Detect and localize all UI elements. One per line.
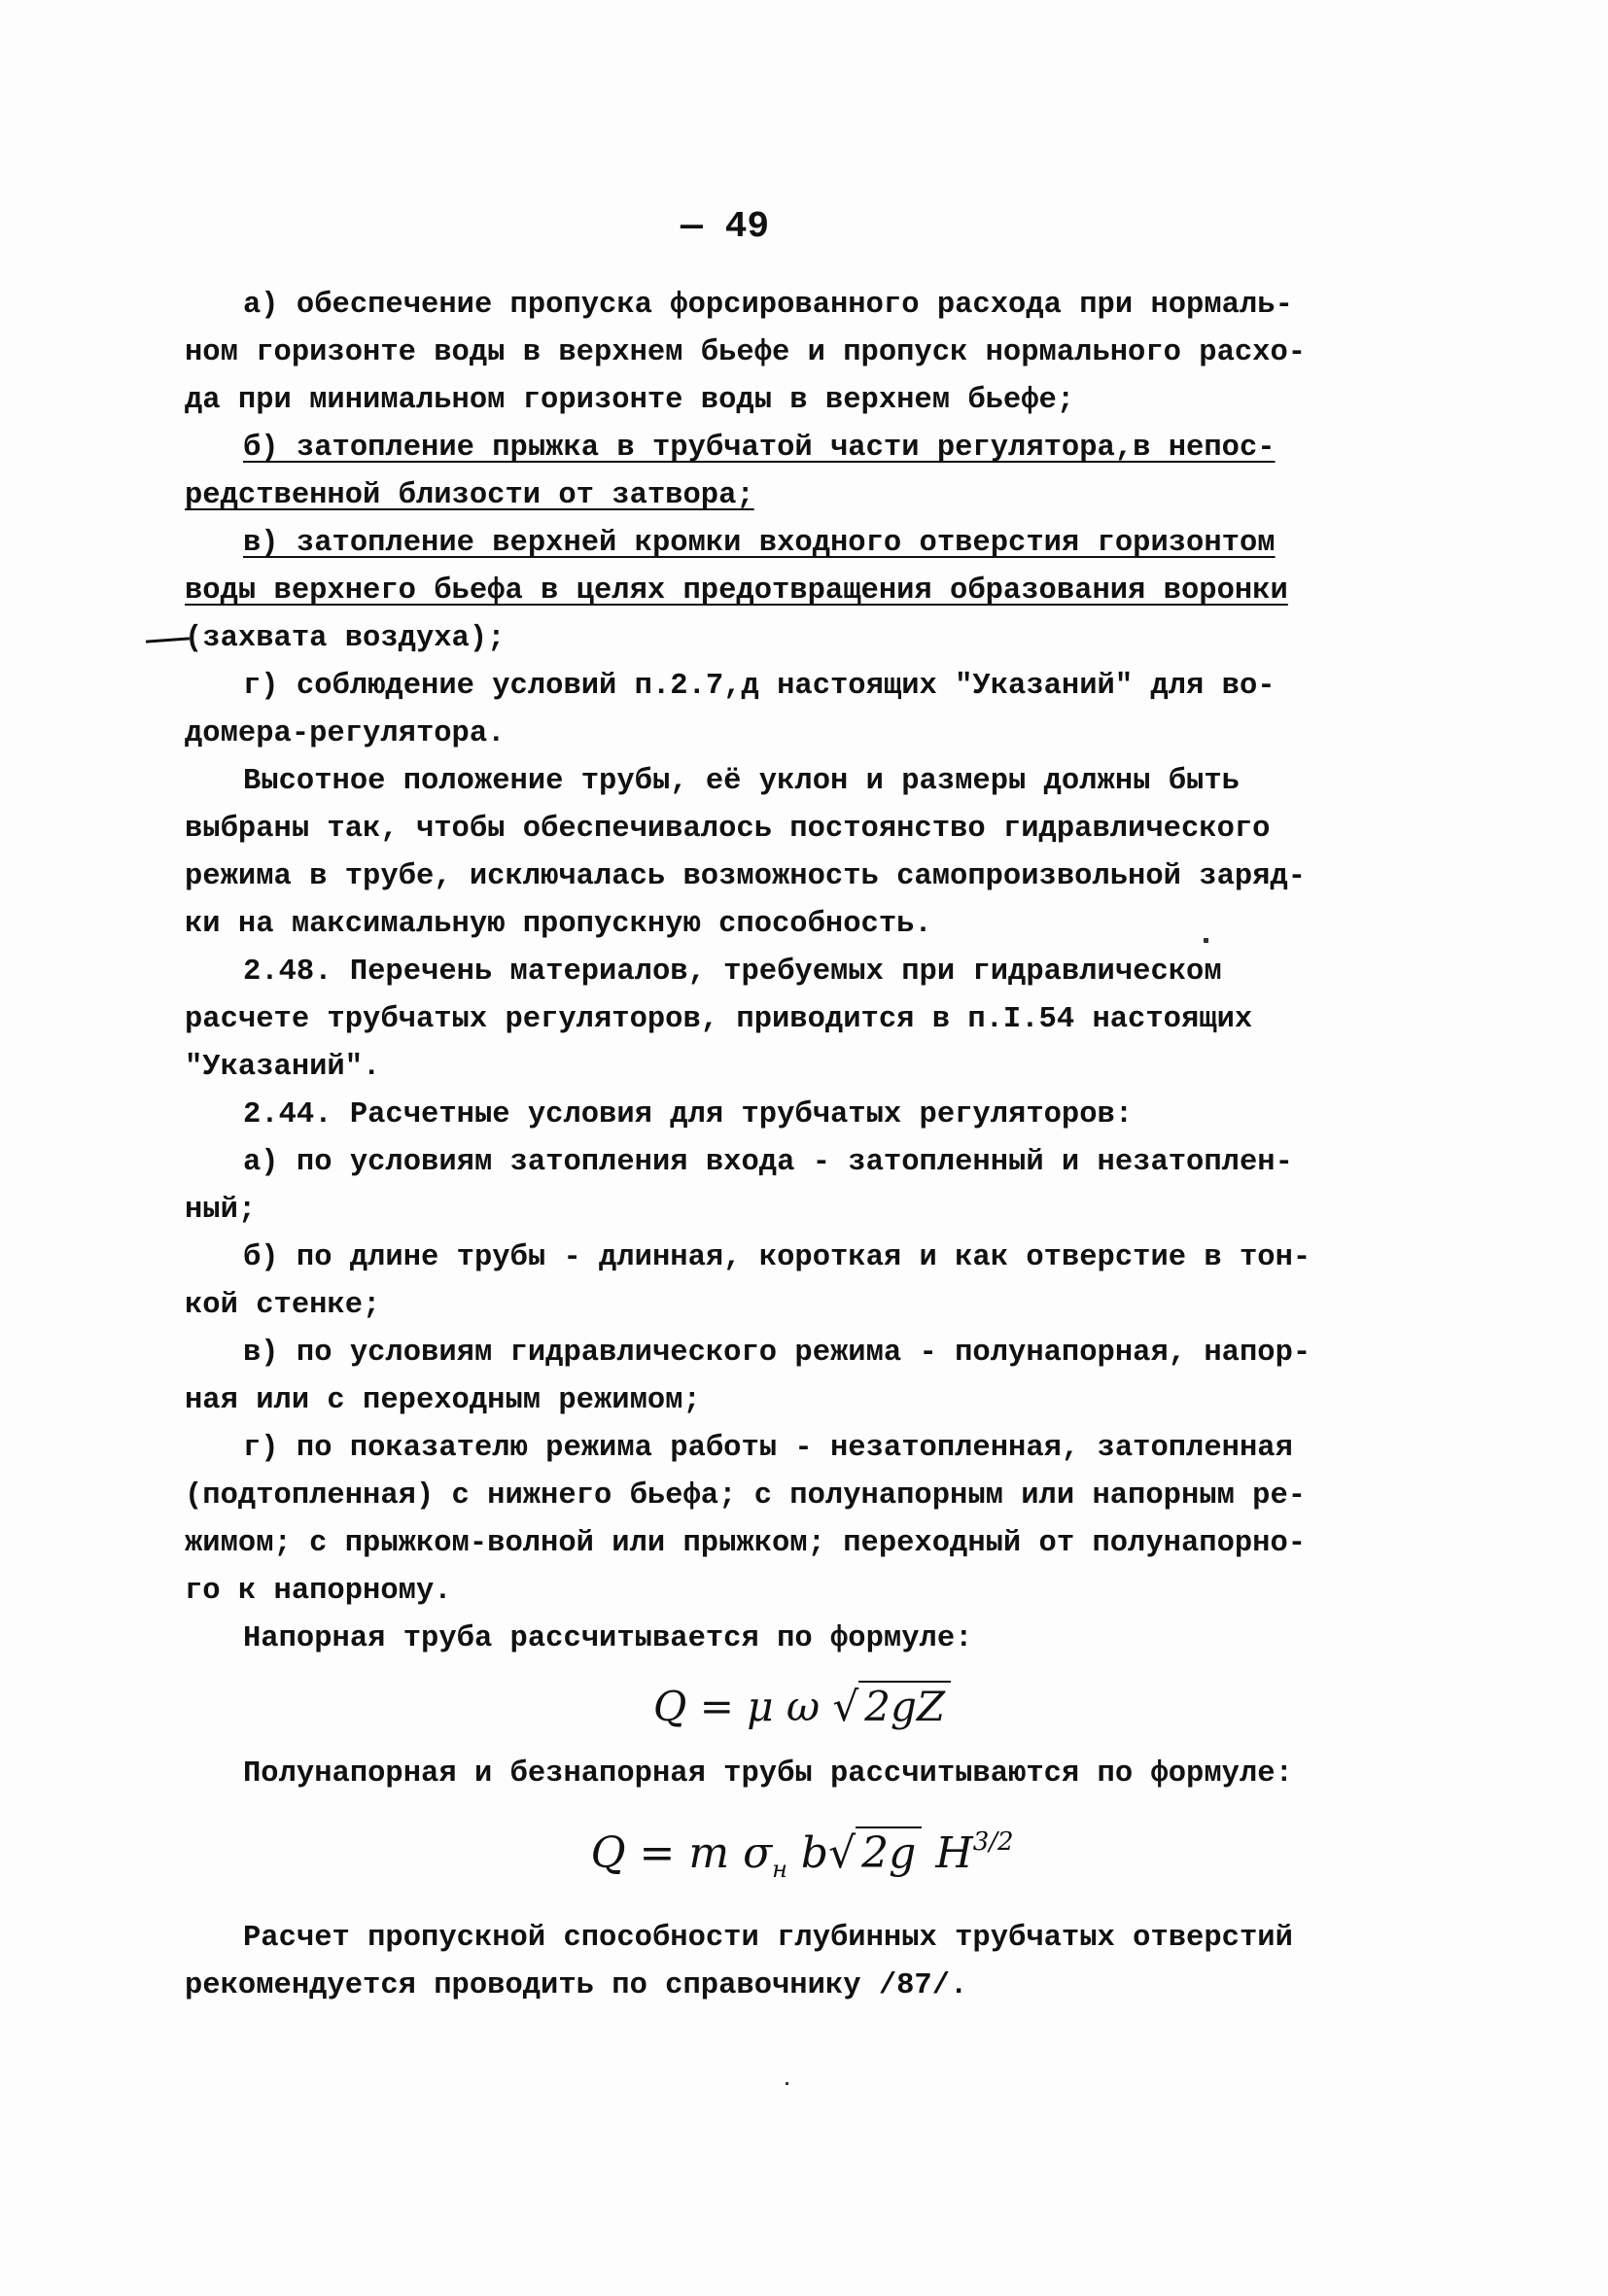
underlined-line: редственной близости от затвора; — [185, 479, 754, 512]
sqrt-symbol: √ — [828, 1828, 856, 1878]
text-line: ная или с переходным режимом; — [185, 1384, 701, 1417]
formula-semi-pressure-pipe — [185, 1798, 1419, 1886]
document-body — [185, 282, 1419, 2010]
text-line: жимом; с прыжком-волной или прыжком; переходный от полунапорно- — [185, 1527, 1307, 1560]
text-line: домера-регулятора. — [185, 717, 506, 750]
text-line: Напорная труба рассчитывается по формуле: — [243, 1622, 973, 1655]
text-line: выбраны так, чтобы обеспечивалось постоянство гидравлического — [185, 813, 1271, 846]
text-line: Расчет пропускной способности глубинных трубчатых отверстий — [243, 1922, 1293, 1955]
formula-radicand: 2g — [856, 1826, 922, 1878]
formula-exponent: 3/2 — [972, 1827, 1014, 1857]
text-line: 2.48. Перечень материалов, требуемых при гидравлическом — [243, 956, 1222, 989]
text-line: а) обеспечение пропуска форсированного расхода при нормаль- — [243, 289, 1293, 322]
section-heading: 2.44. Расчетные условия для трубчатых регуляторов: — [243, 1098, 1134, 1131]
formula-width: b — [800, 1828, 829, 1878]
text-line: ки на максимальную пропускную способность. — [185, 908, 932, 941]
underlined-line: б) затопление прыжка в трубчатой части регулятора,в непос- — [243, 432, 1276, 465]
text-line: а) по условиям затопления входа - затопленный и незатоплен- — [243, 1146, 1293, 1179]
text-line: режима в трубе, исключалась возможность самопроизвольной заряд- — [185, 860, 1307, 893]
text-line: кой стенке; — [185, 1289, 381, 1322]
underlined-line: воды верхнего бьефа в целях предотвращения образования воронки — [185, 574, 1288, 608]
formula-pressure-pipe — [185, 1663, 1419, 1751]
formula-lhs: Q = μ ω — [652, 1683, 821, 1730]
text-line: (захвата воздуха); — [185, 622, 506, 655]
formula-subscript: н — [772, 1856, 787, 1883]
formula-lhs: Q = m σ — [590, 1828, 773, 1878]
text-line: г) по показателю режима работы - незатопленная, затопленная — [243, 1432, 1293, 1465]
page-number: — 49 — [681, 206, 770, 248]
text-line: ном горизонте воды в верхнем бьефе и пропуск нормального расхо- — [185, 336, 1307, 369]
pen-stroke-mark — [146, 637, 190, 643]
text-line: Полунапорная и безнапорная трубы рассчитываются по формуле: — [243, 1757, 1293, 1791]
text-line: б) по длине трубы - длинная, короткая и как отверстие в тон- — [243, 1241, 1311, 1274]
text-line: Высотное положение трубы, её уклон и размеры должны быть — [243, 765, 1240, 798]
formula-radicand: 2gZ — [858, 1681, 951, 1730]
text-line: го к напорному. — [185, 1575, 452, 1608]
sqrt-symbol: √ — [832, 1683, 859, 1730]
formula-head: H — [935, 1828, 973, 1878]
underlined-line: в) затопление верхней кромки входного отверстия горизонтом — [243, 527, 1276, 560]
scan-speck — [786, 2082, 788, 2085]
text-line: да при минимальном горизонте воды в верхнем бьефе; — [185, 384, 1075, 417]
text-line: г) соблюдение условий п.2.7,д настоящих "Указаний" для во- — [243, 670, 1276, 703]
text-line: (подтопленная) с нижнего бьефа; с полунапорным или напорным ре- — [185, 1479, 1307, 1513]
text-line: ный; — [185, 1194, 257, 1227]
text-line: в) по условиям гидравлического режима - полунапорная, напор- — [243, 1337, 1311, 1370]
text-line: "Указаний". — [185, 1051, 381, 1084]
text-line: расчете трубчатых регуляторов, приводится в п.I.54 настоящих — [185, 1003, 1253, 1036]
text-line: рекомендуется проводить по справочнику /87/. — [185, 1969, 968, 2002]
